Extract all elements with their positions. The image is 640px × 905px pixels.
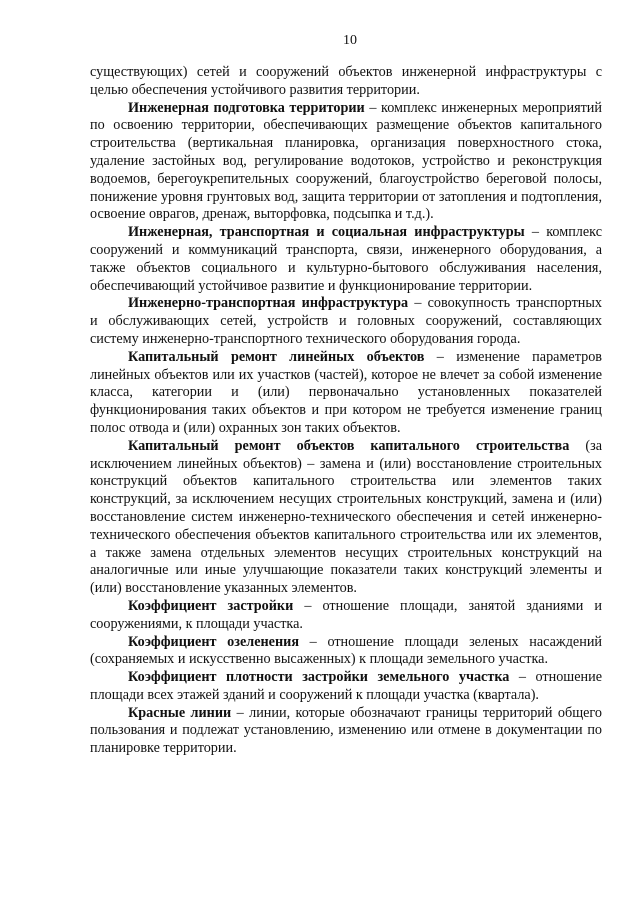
definition-text: – совокупность транспортных и обслуживающих сетей, устройств и головных сооружений, составляющих систему инженерно-транспортного технического оборудования города. [90, 295, 602, 347]
definition-text: – комплекс сооружений и коммуникаций транспорта, связи, инженерного оборудования, а также объектов социального и культурно-бытового обслуживания населения, обеспечивающий устойчивое развитие и функционирование территории. [90, 224, 603, 294]
definition-text: – отношение площади всех этажей зданий и сооружений к площади участка (квартала). [90, 669, 602, 703]
definition-term: Инженерная подготовка территории [128, 99, 365, 116]
definition-paragraph [90, 634, 602, 670]
definition-paragraph [90, 705, 602, 758]
page-number: 10 [343, 33, 357, 48]
definition-text: (за исключением линейных объектов) – замена и (или) восстановление строительных конструкций объектов капитального строительства или элементов таких конструкций, за исключением несущих строительных конструкций, замена и (или) восстановление систем инженерно-технического обеспечения и сетей инженерно-технического обеспечения объектов капитального строительства или их элементов, а также замена отдельных элементов несущих строительных конструкций на аналогичные или иные улучшающие показатели таких конструкций элементы и (или) восстановление указанных элементов. [90, 437, 602, 597]
definition-term: Коэффициент застройки [128, 597, 294, 614]
continuation-paragraph [90, 64, 602, 100]
definition-paragraph [90, 295, 602, 348]
definition-term: Коэффициент озеленения [128, 633, 300, 650]
definition-term: Инженерная, транспортная и социальная инфраструктуры [128, 224, 525, 241]
paragraph-text: существующих) сетей и сооружений объектов инженерной инфраструктуры с целью обеспечения устойчивого развития территории. [90, 64, 602, 98]
definition-text: – изменение параметров линейных объектов или их участков (частей), которое не влечет за собой изменение класса, категории и (или) первоначально установленных показателей функционирования таких объектов и при котором не требуется изменение границ полос отвода и (или) охранных зон таких объектов. [90, 348, 602, 436]
definition-term: Инженерно-транспортная инфраструктура [128, 295, 409, 312]
definition-paragraph [90, 438, 602, 598]
definition-text: – комплекс инженерных мероприятий по освоению территории, обеспечивающих размещение объектов капитального строительства (вертикальная планировка, организация поверхностного стока, удаление застойных вод, регулирование водотоков, устройство и реконструкция водоемов, берегоукрепительных сооружений, благоустройство береговой полосы, понижение уровня грунтовых вод, защита территории от затопления и подтопления, освоение оврагов, дренаж, выторфовка, подсыпка и т.д.). [90, 99, 602, 223]
definition-paragraph [90, 669, 602, 705]
document-body [90, 64, 602, 758]
definition-paragraph [90, 598, 602, 634]
definition-paragraph [90, 100, 602, 225]
definition-text: – отношение площади зеленых насаждений (сохраняемых и искусственно высаженных) к площади земельного участка. [90, 633, 603, 668]
definition-text: – линии, которые обозначают границы территорий общего пользования и подлежат установлению, изменению или отмене в документации по планировке территории. [90, 704, 602, 757]
definition-term: Капитальный ремонт объектов капитального строительства [128, 437, 570, 454]
definition-text: – отношение площади, занятой зданиями и сооружениями, к площади участка. [90, 597, 602, 632]
definition-paragraph [90, 224, 602, 295]
definition-term: Красные линии [128, 704, 232, 721]
definition-paragraph [90, 349, 602, 438]
definition-term: Капитальный ремонт линейных объектов [128, 348, 425, 365]
definition-term: Коэффициент плотности застройки земельного участка [128, 669, 510, 686]
